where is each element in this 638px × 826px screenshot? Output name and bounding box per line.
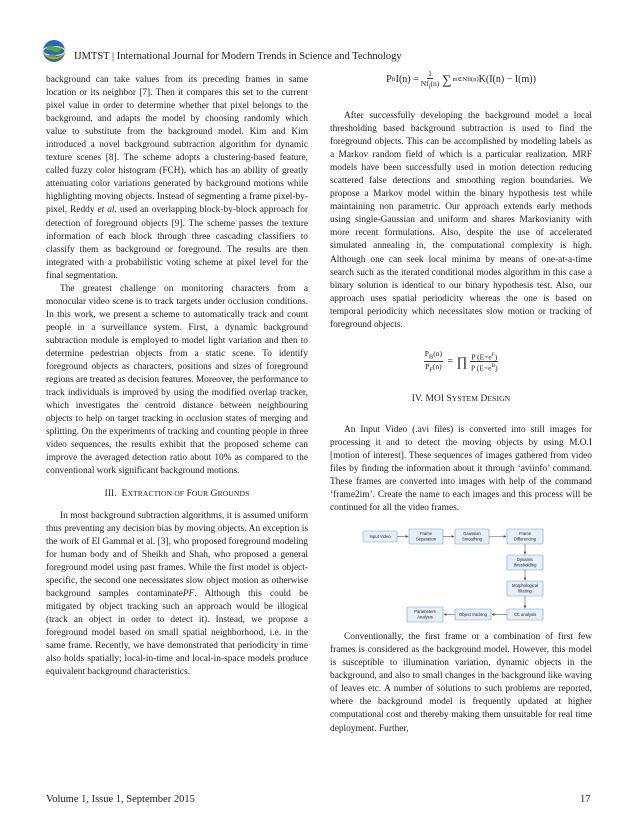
journal-title: IJMTST | International Journal for Modern Trends in Science and Technology [74, 51, 402, 62]
svg-text:Dynamic: Dynamic [516, 557, 534, 563]
formula-likelihood-ratio: $\frac{P_B(n)}{P_F(n)}$ = ∏ $\frac{P (E=e^F)}{P (E=e^B)}$ [424, 348, 498, 374]
paragraph: An Input Video (.avi files) is converted into still images for processing it and to detect the moving objects by using M.O.I [motion of interest]. These sequences of images gathered from video files by finding the information about it through ‘aviinfo’ command. These frames are converted into images with help of the command ‘frame2im’. Create the name to each images and this process will be continued for all the video frames. [330, 424, 592, 514]
svg-text:Frame: Frame [518, 531, 532, 537]
svg-text:Differencing: Differencing [513, 536, 537, 542]
left-column [46, 74, 308, 679]
paragraph: The greatest challenge on monitoring characters from a monocular video scene is to track targets under occlusion conditions. In this work, we present a scheme to automatically track and count people in a surveillance system. First, a dynamic background subtraction module is employed to model light variation and then to determine pedestrian objects from a static scene. To identify foreground objects as characters, positions and sizes of foreground regions are treated as decision features. Moreover, the performance to track individuals is improved by using the modified overlap tracker, which investigates the centroid distance between neighbouring objects to help on target tracking in occlusion states of merging and splitting. On the experiments of tracking and counting people in three video sequences, the results exhibit that the proposed scheme can improve the averaged detection ratio about 10% as compared to the conventional work significant background motions. [46, 283, 308, 477]
paragraph: background can take values from its preceding frames in same location or its neighbor [7]. Then it compares this set to the current pixel value in order to determine whether that pixel belongs to the background, and adapts the model by choosing randomly which value to substitute from the background model. Kim and Kim introduced a novel background subtraction algorithm for dynamic texture scenes [8]. The scheme adopts a clustering-based feature, called fuzzy color histogram (FCH), which has an ability of greatly attenuating color variations generated by background motions while highlighting moving objects. Instead of segmenting a frame pixel-by-pixel, Reddy et al. used an overlapping block-by-block approach for detection of foreground objects [9]. The scheme passes the texture information of each block through three cascading classifiers to classify them as background or foreground. The results are then integrated with a probabilistic voting scheme at pixel level for the final segmentation. [46, 75, 309, 281]
right-column [330, 68, 592, 736]
svg-text:Gaussian: Gaussian [463, 531, 481, 537]
section-heading-moi-system-design: IV. MOI SYSTEM DESIGN [411, 393, 511, 404]
svg-text:Separation: Separation [415, 536, 437, 542]
flowchart-diagram [361, 525, 561, 625]
svg-text:Frame: Frame [419, 531, 433, 537]
paragraph: After successfully developing the background model a local thresholding based background subtraction is used to find the foreground objects. This can be accomplished by modeling labels as a Markov random field of which is a particular realization. MRF models have been successfully used in motion detection reducing scattered false detections and smoothing region boundaries. We propose a Markov model within the binary hypothesis test while maintaining non parametric. Our approach extends early methods using single-Gaussian and uniform and shares Markovianity with more recent formulations. Also, despite the use of accelerated simulated annealing in, the computational complexity is high. Although one can seek local minima by means of one-at-a-time search such as the iterated conditional modes algorithm in this case a binary solution is identical to our binary hypothesis test. Also, our approach uses spatial periodicity whereas the one is based on temporal periodicity which necessitates slow motion or tracking of foreground objects. [330, 111, 592, 330]
journal-logo-icon [41, 38, 67, 64]
svg-text:Object tracking: Object tracking [459, 612, 487, 618]
box-frame-differencing [507, 529, 543, 544]
svg-text:Smoothing: Smoothing [461, 536, 483, 542]
svg-text:CC analysis: CC analysis [513, 612, 537, 618]
box-parameters-analysis [407, 607, 443, 622]
footer-volume: Volume 1, Issue 1, September 2015 [46, 794, 195, 805]
svg-text:Input Video: Input Video [369, 534, 391, 540]
formula-foreground-model: P fi I(n) = $\frac{1}{Nf_i(n)}$ ∑ m∈Nfi(n) K(I(n) − I(m)) [386, 68, 536, 91]
svg-text:Analysis: Analysis [417, 614, 433, 620]
box-input-video [363, 531, 397, 542]
box-morphological-filtering [507, 581, 543, 596]
box-object-tracking [455, 609, 491, 620]
svg-text:filtering: filtering [518, 588, 532, 594]
section-heading-extraction: III. EXTRACTION OF FOUR GROUNDS [104, 489, 250, 500]
page-number: 17 [580, 794, 591, 805]
paragraph: Conventionally, the first frame or a combination of first few frames is considered as the background model. However, this model is susceptible to illumination variation, dynamic objects in the background, and also to small changes in the background like waving of leaves etc. A number of solutions to such problems are reported, where the background model is frequently updated at higher computational cost and thereby making them unsuitable for real time deployment. Further, [330, 632, 592, 734]
box-gaussian-smoothing [455, 529, 489, 544]
svg-text:Parameters: Parameters [414, 609, 436, 615]
moi-flowchart [330, 525, 592, 625]
svg-text:thresholding: thresholding [513, 562, 537, 568]
box-dynamic-thresholding [507, 555, 543, 570]
box-frame-separation [409, 529, 443, 544]
paragraph: In most background subtraction algorithms, it is assumed uniform thus preventing any decision bias by moving objects. An exception is the work of El Gammal et al. [3], who proposed foreground modeling for human body and of Sheikh and Shah, who proposed a general foreground model using past frames. While the first model is object-specific, the second one necessitates slow object motion as otherwise background samples contaminatePF. Although this could be mitigated by object tracking such an approach would be illogical (track an object in order to detect it). Instead, we propose a foreground model based on small spatial neighborhood, i.e. in the same frame. Recently, we have demonstrated that periodicity in time also holds spatially; local-in-time and local-in-space models produce equivalent background characteristics. [46, 510, 308, 678]
svg-text:Morphological: Morphological [511, 583, 539, 589]
box-cc-analysis [507, 609, 543, 620]
